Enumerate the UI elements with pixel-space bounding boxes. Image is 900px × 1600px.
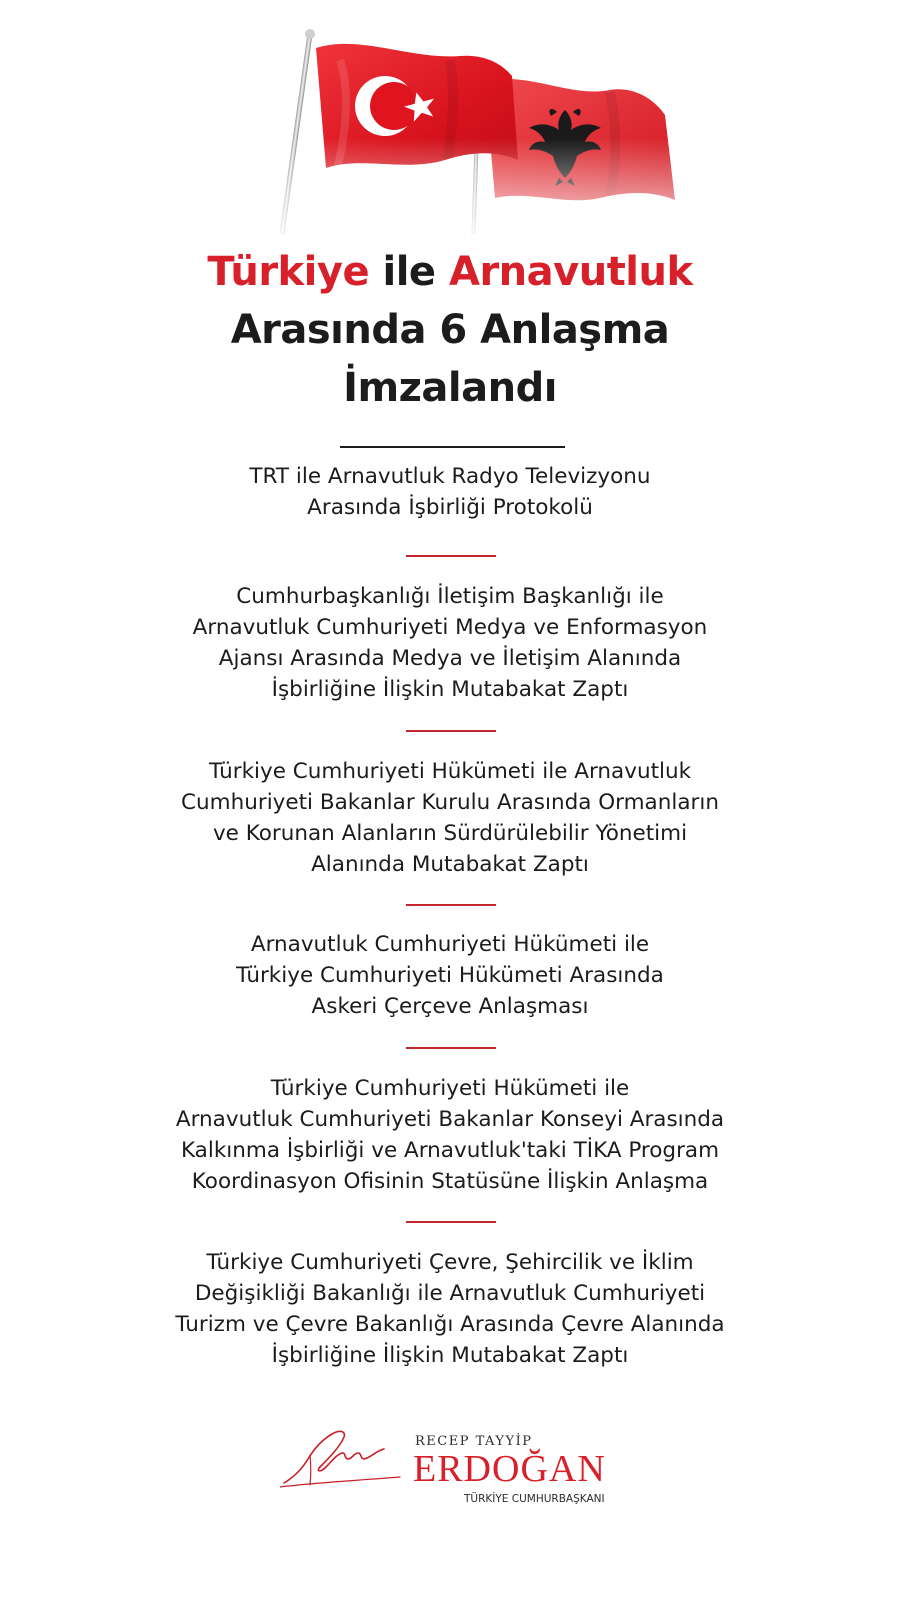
agreement-line: İşbirliğine İlişkin Mutabakat Zaptı bbox=[271, 677, 629, 702]
signature-role: TÜRKİYE CUMHURBAŞKANI bbox=[464, 1493, 605, 1505]
agreement-line: Arasında İşbirliği Protokolü bbox=[307, 495, 593, 520]
title-country-albania: Arnavutluk bbox=[448, 249, 693, 295]
agreement-item-6 bbox=[100, 1247, 800, 1371]
signature-block bbox=[280, 1425, 620, 1515]
agreement-line: TRT ile Arnavutluk Radyo Televizyonu bbox=[249, 464, 651, 489]
signature-last-name: ERDOĞAN bbox=[413, 1448, 606, 1490]
agreement-item-1 bbox=[100, 461, 800, 523]
agreement-divider bbox=[406, 555, 496, 557]
agreement-item-2 bbox=[100, 581, 800, 705]
title-connector: ile bbox=[369, 249, 449, 295]
agreement-item-4 bbox=[100, 929, 800, 1022]
agreement-item-5 bbox=[100, 1073, 800, 1197]
agreement-line: Cumhuriyeti Bakanlar Kurulu Arasında Ormanların bbox=[181, 790, 719, 815]
title-country-turkey: Türkiye bbox=[207, 249, 370, 295]
handwritten-signature-icon bbox=[280, 1425, 420, 1495]
agreement-line: Turizm ve Çevre Bakanlığı Arasında Çevre Alanında bbox=[175, 1312, 725, 1337]
agreement-divider bbox=[406, 904, 496, 906]
agreement-line: Cumhurbaşkanlığı İletişim Başkanlığı ile bbox=[236, 584, 664, 609]
agreement-item-3 bbox=[100, 756, 800, 880]
title-line-3: İmzalandı bbox=[343, 365, 557, 411]
signature-first-name: RECEP TAYYİP bbox=[415, 1434, 533, 1449]
agreement-line: Ajansı Arasında Medya ve İletişim Alanında bbox=[218, 646, 682, 671]
agreement-line: Türkiye Cumhuriyeti Çevre, Şehircilik ve İklim bbox=[206, 1250, 694, 1275]
title-line-1 bbox=[0, 243, 900, 301]
agreement-divider bbox=[406, 1047, 496, 1049]
title-line-2: Arasında 6 Anlaşma bbox=[230, 307, 670, 353]
agreement-line: Değişikliği Bakanlığı ile Arnavutluk Cumhuriyeti bbox=[194, 1281, 706, 1306]
agreement-line: Koordinasyon Ofisinin Statüsüne İlişkin Anlaşma bbox=[191, 1169, 709, 1194]
agreement-line: Askeri Çerçeve Anlaşması bbox=[311, 994, 589, 1019]
turkey-albania-flags-icon bbox=[280, 20, 700, 235]
agreement-line: Türkiye Cumhuriyeti Hükümeti ile bbox=[270, 1076, 630, 1101]
agreement-divider bbox=[406, 1221, 496, 1223]
agreement-divider bbox=[406, 730, 496, 732]
agreement-line: Arnavutluk Cumhuriyeti Hükümeti ile bbox=[250, 932, 650, 957]
agreement-line: ve Korunan Alanların Sürdürülebilir Yönetimi bbox=[212, 821, 688, 846]
agreement-line: Alanında Mutabakat Zaptı bbox=[311, 852, 589, 877]
agreement-line: Arnavutluk Cumhuriyeti Bakanlar Konseyi Arasında bbox=[175, 1107, 725, 1132]
agreement-line: Türkiye Cumhuriyeti Hükümeti Arasında bbox=[236, 963, 664, 988]
title-divider bbox=[340, 446, 565, 448]
agreement-line: Arnavutluk Cumhuriyeti Medya ve Enformasyon bbox=[192, 615, 708, 640]
page-title bbox=[0, 243, 900, 417]
agreement-line: Türkiye Cumhuriyeti Hükümeti ile Arnavutluk bbox=[208, 759, 692, 784]
agreement-line: İşbirliğine İlişkin Mutabakat Zaptı bbox=[271, 1343, 629, 1368]
agreement-line: Kalkınma İşbirliği ve Arnavutluk'taki TİKA Program bbox=[180, 1138, 720, 1163]
